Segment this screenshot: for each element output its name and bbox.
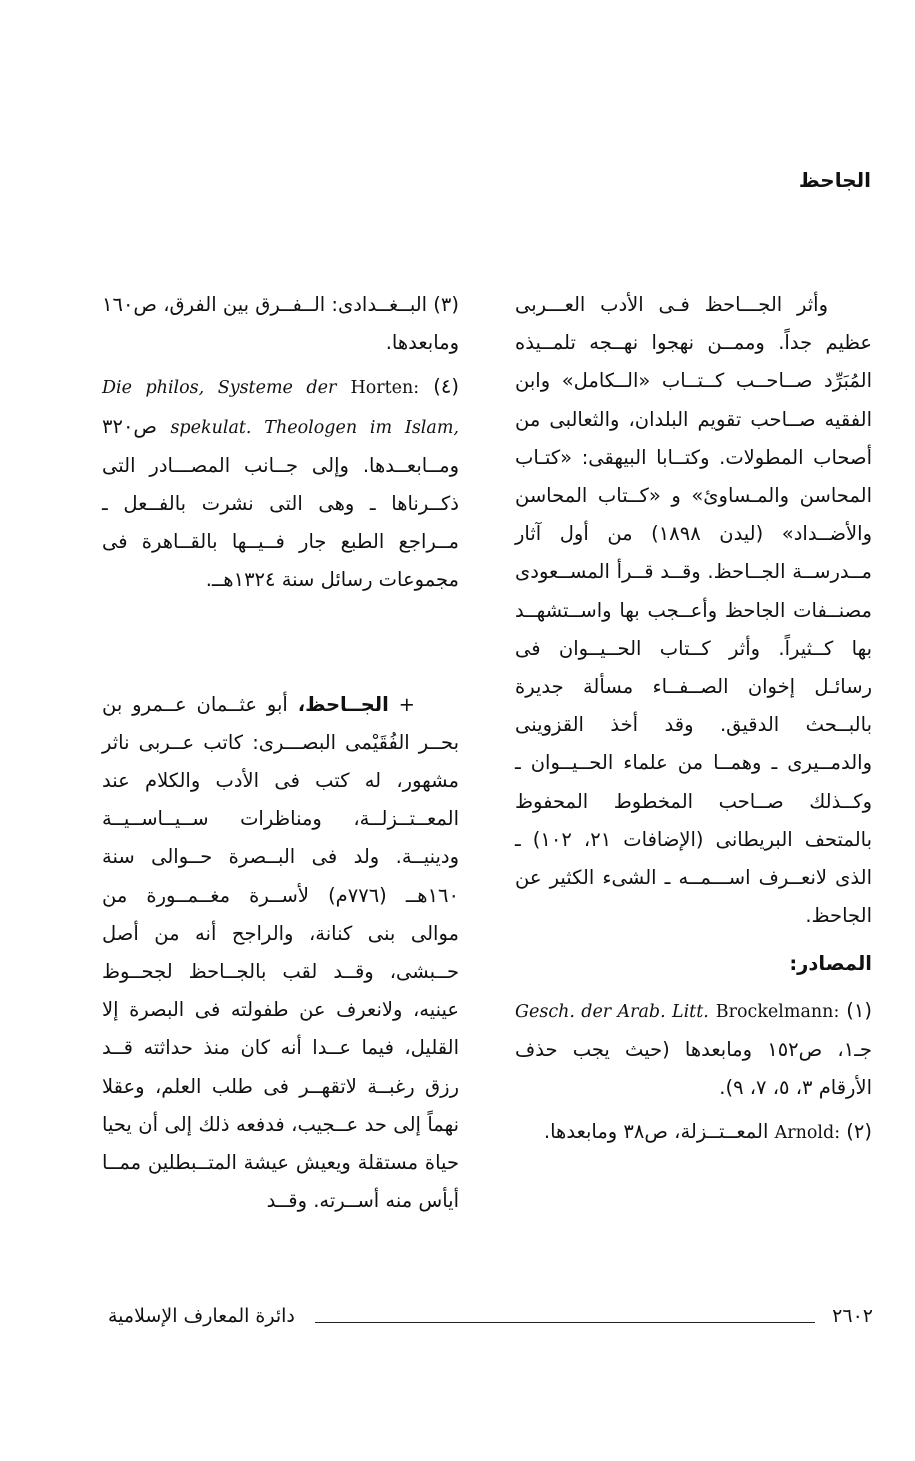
running-header: الجاحظ: [798, 168, 871, 192]
entry-text: أبو عثــمان عــمرو بن بحــر الفُقَيْمى البصـــرى: كاتب عــربى ناثر مشهور، له كتب فى الأدب والكلام عند المعــتــزلــة، ومناظرات ســيــاســيــة ودينيــة. ولد فى البــصرة حــوالى سنة ١٦٠هــ (٧٧٦م) لأســرة مغــمــورة من موالى بنى كنانة، والراجح أنه من أصل حــبشى، وقــد لقب بالجــاحظ لجحــوظ عينيه، ولانعرف عن طفولته فى البصرة إلا القليل، فيما عــدا أنه كان منذ حداثته قــد رزق رغبــة لاتقهــر فى طلب العلم، وعقلا نهماً إلى حد عــجيب، فدفعه ذلك إلى أن يحيا حياة مستقلة ويعيش عيشة المتــبطلين ممــا أيأس منه أســرته. وقــد: [102, 692, 459, 1213]
section-gap: [102, 606, 459, 686]
reference-2: [515, 1113, 872, 1152]
reference-title: Die philos, Systeme der spekulat. Theologen im Islam,: [102, 378, 459, 438]
left-column: [102, 286, 459, 1220]
reference-1: [515, 992, 872, 1108]
entry-marker: +: [398, 692, 416, 716]
reference-4: [102, 368, 459, 599]
reference-author: Brockelmann:: [715, 1001, 840, 1022]
sources-heading: المصادر:: [789, 952, 872, 976]
encyclopedia-entry: [102, 686, 459, 1221]
entry-headword: الجــاحظ،: [297, 692, 389, 716]
page-number: ٢٦٠٢: [832, 1305, 873, 1327]
reference-number: (١): [846, 998, 872, 1022]
reference-number: (٤): [433, 375, 459, 399]
reference-text: ص٣٢٠ ومــابعــدها. وإلى جــانب المصـــادر التى ذكــرناها ـ وهى التى نشرت بالفــعل ـ مــراجع الطبع جار فــيــها بالقــاهرة فى مجموعات رسائل سنة ١٣٢٤هــ.: [102, 414, 459, 592]
reference-author: Arnold:: [774, 1123, 841, 1144]
reference-title: Gesch. der Arab. Litt.: [515, 1001, 709, 1022]
footer-divider: [315, 1322, 815, 1323]
reference-number: (٢): [846, 1120, 872, 1144]
reference-text: جـ١، ص١٥٢ ومابعدها (حيث يجب حذف الأرقام ٣، ٥، ٧، ٩).: [515, 1037, 872, 1100]
page-footer: [108, 1305, 873, 1345]
reference-3: (٣) البــغــدادى: الــفــرق بين الفرق، ص١٦٠ ومابعدها.: [102, 293, 459, 355]
reference-text: المعــتــزلة، ص٣٨ ومابعدها.: [543, 1120, 769, 1144]
right-column: [515, 286, 872, 1158]
reference-author: Horten:: [350, 378, 420, 399]
footer-title: دائرة المعارف الإسلامية: [108, 1305, 295, 1327]
body-paragraph: وأثر الجـــاحظ فـى الأدب العـــربى عظيم جداً. وممــن نهجوا نهــجه تلمــيذه المُبَرِّد صــاحــب كــتــاب «الــكامل» وابن الفقيه صــاحب تقويم البلدان، والثعالبى من أصحاب المطولات. وكتــابا البيهقى: «كتـاب المحاسن والمـساوئ» و «كــتاب المحاسن والأضــداد» (ليدن ١٨٩٨) من أول آثار مــدرســة الجــاحظ. وقــد قــرأ المســعودى مصنــفات الجاحظ وأعــجب بها واســتشهــد بها كــثيراً. وأثر كــتاب الحــيــوان فى رسائـل إخوان الصــفــاء مسألة جديرة بالبــحث الدقيق. وقد أخذ القزوينى والدمــيرى ـ وهمــا من علماء الحــيــوان ـ وكــذلك صــاحب المخطوط المحفوظ بالمتحف البريطانى (الإضافات ٢١، ١٠٢) ـ الذى لانعــرف اســـمــه ـ الشىء الكثير عن الجاحظ.: [515, 293, 873, 928]
